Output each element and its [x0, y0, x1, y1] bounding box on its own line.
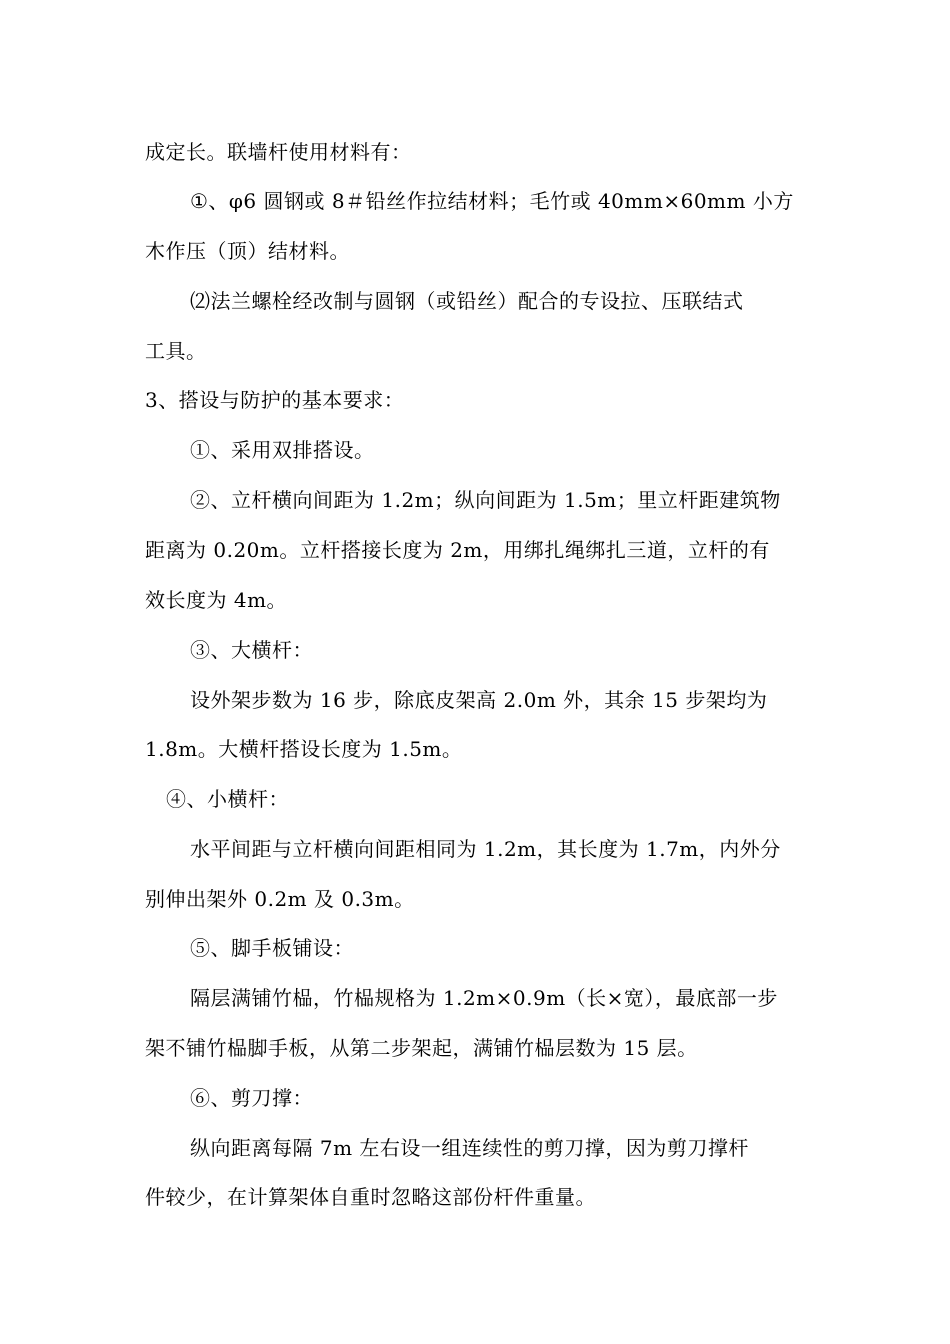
- text-line: 纵向距离每隔 7m 左右设一组连续性的剪刀撑，因为剪刀撑杆: [190, 1136, 749, 1160]
- text-line: 别伸出架外 0.2m 及 0.3m。: [145, 887, 415, 911]
- text-line: ①、采用双排搭设。: [190, 438, 375, 462]
- text-line: 1.8m。大横杆搭设长度为 1.5m。: [145, 737, 463, 761]
- text-line: ③、大横杆：: [190, 638, 313, 662]
- text-line: 件较少，在计算架体自重时忽略这部份杆件重量。: [145, 1185, 596, 1209]
- text-line: 木作压（顶）结材料。: [145, 239, 350, 263]
- text-line: 工具。: [145, 339, 207, 363]
- text-line: 架不铺竹榀脚手板，从第二步架起，满铺竹榀层数为 15 层。: [145, 1036, 698, 1060]
- text-line: 距离为 0.20m。立杆搭接长度为 2m，用绑扎绳绑扎三道，立杆的有: [145, 538, 770, 562]
- section-heading: 3、搭设与防护的基本要求：: [145, 388, 405, 412]
- text-line: ④、小横杆：: [166, 787, 289, 811]
- text-line: ⑤、脚手板铺设：: [190, 936, 354, 960]
- text-line: 效长度为 4m。: [145, 588, 288, 612]
- text-line: ①、φ6 圆钢或 8＃铅丝作拉结材料；毛竹或 40mm×60mm 小方: [190, 189, 794, 213]
- text-line: ⑵法兰螺栓经改制与圆钢（或铅丝）配合的专设拉、压联结式: [190, 289, 744, 313]
- text-line: 成定长。联墙杆使用材料有：: [145, 140, 412, 164]
- text-line: 设外架步数为 16 步，除底皮架高 2.0m 外，其余 15 步架均为: [190, 688, 768, 712]
- text-line: 水平间距与立杆横向间距相同为 1.2m，其长度为 1.7m，内外分: [190, 837, 781, 861]
- text-line: ②、立杆横向间距为 1.2m；纵向间距为 1.5m；里立杆距建筑物: [190, 488, 781, 512]
- text-line: 隔层满铺竹榀，竹榀规格为 1.2m×0.9m（长×宽），最底部一步: [190, 986, 778, 1010]
- text-line: ⑥、剪刀撑：: [190, 1086, 313, 1110]
